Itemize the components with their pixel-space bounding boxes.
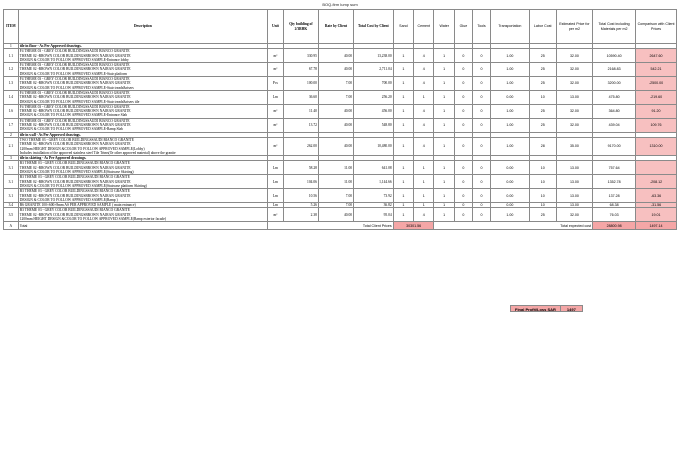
item-number: 3.5 xyxy=(4,208,19,222)
cell-water: 1 xyxy=(434,203,454,208)
cell-estimated-price: 13.00 xyxy=(556,189,592,203)
description-line: F4 THEME 03 - GREY COLOR BUILDINGSSAUDI BIANCO GRANITE xyxy=(19,63,130,68)
cell-tools: 0 xyxy=(472,49,490,63)
cell-transportation: 0.00 xyxy=(491,203,530,208)
item-rate: 7.00 xyxy=(318,90,353,104)
cell-labor-cost: 10 xyxy=(529,161,556,175)
cell-cement: 1 xyxy=(414,203,434,208)
cell-sand: 1 xyxy=(393,189,413,203)
item-description xyxy=(18,118,267,132)
cell-tools: 0 xyxy=(472,118,490,132)
cell-total-cost: 439.04 xyxy=(593,118,636,132)
cell-labor-cost: 10 xyxy=(529,203,556,208)
item-rate: 40.00 xyxy=(318,208,353,222)
cell-cement: 1 xyxy=(414,175,434,189)
description-line: DESIGN & COLOR TO FOLLOW APPROVED SAMPLE(Ramp ) xyxy=(19,197,118,202)
description-line: DESIGN & COLOR TO FOLLOW APPROVED SAMPLE-Entrance Slab xyxy=(19,113,128,118)
item-unit: Pcs xyxy=(267,77,283,91)
item-total: 456.00 xyxy=(354,104,394,118)
item-number: 1 xyxy=(4,44,19,49)
item-qty: 2.38 xyxy=(283,208,318,222)
total-label: Total xyxy=(18,222,267,230)
cell-comparison: 1310.00 xyxy=(636,137,677,155)
item-rate: 11.00 xyxy=(318,161,353,175)
item-qty: 104.06 xyxy=(283,175,318,189)
cell-tools: 0 xyxy=(472,77,490,91)
cell-tools: 0 xyxy=(472,208,490,222)
item-total: 10,480.00 xyxy=(354,137,394,155)
cell-glue: 0 xyxy=(454,49,472,63)
profit-label: Final Profit/Loss SAR xyxy=(510,305,561,312)
cell-comparison: 109.76 xyxy=(636,118,677,132)
cell-water: 1 xyxy=(434,137,454,155)
item-qty: 13.72 xyxy=(283,118,318,132)
description-line: THEME 02 -BROWN COLOR BUILDINGSBROWN NAJRAN GRANITE xyxy=(19,53,131,58)
item-unit: m² xyxy=(267,104,283,118)
cell-glue: 0 xyxy=(454,175,472,189)
item-unit: Lm xyxy=(267,161,283,175)
item-description xyxy=(18,90,267,104)
item-rate: 11.00 xyxy=(318,175,353,189)
cell-transportation: 1.00 xyxy=(491,118,530,132)
item-rate: 40.00 xyxy=(318,63,353,77)
cell-cement: 4 xyxy=(414,63,434,77)
description-line: F4 THEME 03 - GREY COLOR BUILDINGSSAUDI BIANCO GRANITE xyxy=(19,77,130,82)
description-line: B6 GRANITE 100×600×8mm AS PER APPROVED SAMPLE ( main entrance) xyxy=(19,203,136,208)
cell-transportation: 1.00 xyxy=(491,63,530,77)
description-line: THEME 02 -BROWN COLOR BUILDINGSBROWN NAJRAN GRANITE xyxy=(19,123,131,128)
description-line: THEME 02 -BROWN COLOR BUILDINGSBROWN NAJRAN GRANITE xyxy=(19,142,131,147)
cell-total-cost: 137.28 xyxy=(593,189,636,203)
cell-estimated-price: 32.00 xyxy=(556,63,592,77)
item-total: 1,144.66 xyxy=(354,175,394,189)
cell-sand: 1 xyxy=(393,77,413,91)
total-expected-label: Total expected cost xyxy=(434,222,593,230)
cell-sand: 1 xyxy=(393,90,413,104)
table-row xyxy=(4,161,677,175)
header-labor-cost: Labor Cost xyxy=(529,10,556,44)
cell-labor-cost: 28 xyxy=(529,137,556,155)
cell-total-cost: 364.80 xyxy=(593,104,636,118)
item-rate: 40.00 xyxy=(318,137,353,155)
header-water: Water xyxy=(434,10,454,44)
cell-glue: 0 xyxy=(454,161,472,175)
item-total: 2,711.04 xyxy=(354,63,394,77)
total-comparison: 1497.14 xyxy=(636,222,677,230)
cell-water: 1 xyxy=(434,161,454,175)
item-total: 13,238.00 xyxy=(354,49,394,63)
cell-labor-cost: 25 xyxy=(529,63,556,77)
item-description xyxy=(18,77,267,91)
item-unit: m² xyxy=(267,118,283,132)
table-row xyxy=(4,104,677,118)
cell-total-cost: 68.38 xyxy=(593,203,636,208)
item-unit: Lm xyxy=(267,189,283,203)
cell-cement: 4 xyxy=(414,77,434,91)
cell-transportation: 0.00 xyxy=(491,175,530,189)
description-line: THEME 02 -BROWN COLOR BUILDINGSBROWN NAJRAN GRANITE xyxy=(19,109,131,114)
header-total-cost: Total Cost including Materials per m2 xyxy=(593,10,636,44)
cell-estimated-price: 13.00 xyxy=(556,203,592,208)
item-number: 2.1 xyxy=(4,137,19,155)
item-unit: m² xyxy=(267,208,283,222)
item-unit: m² xyxy=(267,137,283,155)
description-line: B3 THEME 03 - GREY COLOR BUILDINGSSAUDI BIANCO GRANITE xyxy=(19,175,130,180)
item-number: 3.1 xyxy=(4,189,19,203)
item-qty: 100.00 xyxy=(283,77,318,91)
description-line: B3 THEME 03 - GREY COLOR BUILDINGSSAUDI BIANCO GRANITE xyxy=(19,189,130,194)
sheet-title: BOQ-firm lump sum xyxy=(322,2,358,7)
description-line: THEME 02 -BROWN COLOR BUILDINGSBROWN NAJRAN GRANITE xyxy=(19,95,131,100)
cell-cement: 1 xyxy=(414,90,434,104)
header-transportation: Transportation xyxy=(491,10,530,44)
cell-total-cost: 76.03 xyxy=(593,208,636,222)
cell-transportation: 1.00 xyxy=(491,77,530,91)
cell-sand: 1 xyxy=(393,104,413,118)
cell-labor-cost: 25 xyxy=(529,208,556,222)
cell-estimated-price: 32.00 xyxy=(556,104,592,118)
cell-labor-cost: 25 xyxy=(529,118,556,132)
item-description xyxy=(18,49,267,63)
cell-comparison: -2500.00 xyxy=(636,77,677,91)
item-number: 2 xyxy=(4,132,19,137)
item-number: 1.4 xyxy=(4,90,19,104)
item-total: 641.08 xyxy=(354,161,394,175)
item-qty: 11.40 xyxy=(283,104,318,118)
cell-total-cost: 1352.78 xyxy=(593,175,636,189)
cell-labor-cost: 25 xyxy=(529,77,556,91)
cell-glue: 0 xyxy=(454,203,472,208)
table-row xyxy=(4,77,677,91)
cell-transportation: 1.00 xyxy=(491,208,530,222)
cell-estimated-price: 32.00 xyxy=(556,49,592,63)
description-line: Includes installation of the approved stainless steel Tile Trims(Or other approved material) above the granite xyxy=(19,150,176,155)
description-line: THEME 02 -BROWN COLOR BUILDINGSBROWN NAJRAN GRANITE xyxy=(19,67,131,72)
item-qty: 262.00 xyxy=(283,137,318,155)
item-description xyxy=(18,208,267,222)
cell-total-cost: 757.64 xyxy=(593,161,636,175)
description-line: TWO THEME 03 - GREY COLOR BUILDINGSSAUDI BIANCO GRANITE xyxy=(19,137,134,142)
cell-labor-cost: 10 xyxy=(529,175,556,189)
total-client-label: Total Client Prices xyxy=(267,222,393,230)
item-rate: 7.00 xyxy=(318,77,353,91)
item-total: 36.82 xyxy=(354,203,394,208)
item-description xyxy=(18,63,267,77)
description-line: F4 THEME 03 - GREY COLOR BUILDINGSSAUDI BIANCO GRANITE xyxy=(19,49,130,54)
cell-estimated-price: 13.00 xyxy=(556,161,592,175)
description-line: 1200mm HEIGHT DESIGN &COLOR TO FOLLOW APPROVED SAMPLE(Lobby) xyxy=(19,146,145,151)
description-line: F4 THEME 03 - GREY COLOR BUILDINGSSAUDI BIANCO GRANITE xyxy=(19,90,130,95)
cell-sand: 1 xyxy=(393,208,413,222)
item-description xyxy=(18,161,267,175)
cell-estimated-price: 32.00 xyxy=(556,77,592,91)
header-item: ITEM xyxy=(4,10,19,44)
table-row xyxy=(4,137,677,155)
cell-comparison: 2647.60 xyxy=(636,49,677,63)
item-description xyxy=(18,189,267,203)
cell-comparison: 542.21 xyxy=(636,63,677,77)
item-description xyxy=(18,175,267,189)
description-line: THEME 02 -BROWN COLOR BUILDINGSBROWN NAJRAN GRANITE xyxy=(19,193,131,198)
cell-glue: 0 xyxy=(454,137,472,155)
item-rate: 40.00 xyxy=(318,49,353,63)
total-item: A xyxy=(4,222,19,230)
item-number: 1.7 xyxy=(4,118,19,132)
item-number: 1.2 xyxy=(4,63,19,77)
description-line: DESIGN & COLOR TO FOLLOW APPROVED SAMPLE-Stair treads&risers xyxy=(19,85,134,90)
item-total: 95.04 xyxy=(354,208,394,222)
cell-transportation: 0.00 xyxy=(491,161,530,175)
item-description xyxy=(18,104,267,118)
total-row xyxy=(4,222,677,230)
cell-total-cost: 10590.40 xyxy=(593,49,636,63)
header-comparison: Comparison with Client Prices xyxy=(636,10,677,44)
cell-tools: 0 xyxy=(472,161,490,175)
cell-glue: 0 xyxy=(454,77,472,91)
cell-glue: 0 xyxy=(454,208,472,222)
description-line: DESIGN & COLOR TO FOLLOW APPROVED SAMPLE-Stair treads&risers tile xyxy=(19,99,140,104)
item-rate: 7.00 xyxy=(318,189,353,203)
cell-tools: 0 xyxy=(472,63,490,77)
header-sand: Sand xyxy=(393,10,413,44)
header-description: Description xyxy=(18,10,267,44)
cell-total-cost: 9170.00 xyxy=(593,137,636,155)
cell-water: 1 xyxy=(434,90,454,104)
description-line: B3 THEME 03 - GREY COLOR BUILDINGSSAUDI BIANCO GRANITE xyxy=(19,208,130,213)
cell-glue: 0 xyxy=(454,104,472,118)
item-qty: 36.60 xyxy=(283,90,318,104)
cell-sand: 1 xyxy=(393,203,413,208)
cell-total-cost: 3200.00 xyxy=(593,77,636,91)
cell-cement: 4 xyxy=(414,137,434,155)
description-line: tile in skirting - As Per Approved drawings. xyxy=(19,156,87,161)
cell-comparison: -31.56 xyxy=(636,203,677,208)
item-total: 256.20 xyxy=(354,90,394,104)
description-line: B3 THEME 03 - GREY COLOR BUILDINGSSAUDI BIANCO GRANITE xyxy=(19,161,130,166)
cell-cement: 4 xyxy=(414,49,434,63)
item-unit: m² xyxy=(267,49,283,63)
description-line: F4 THEME 03 - GREY COLOR BUILDINGSSAUDI BIANCO GRANITE xyxy=(19,104,130,109)
cell-water: 1 xyxy=(434,118,454,132)
boq-table xyxy=(3,9,677,230)
cell-glue: 0 xyxy=(454,189,472,203)
cell-labor-cost: 25 xyxy=(529,104,556,118)
header-estimated-price: Estimated Price for per m2 xyxy=(556,10,592,44)
description-line: THEME 02 -BROWN COLOR BUILDINGSBROWN NAJRAN GRANITE xyxy=(19,179,131,184)
item-number: 3.1 xyxy=(4,175,19,189)
item-number: 3.1 xyxy=(4,161,19,175)
header-row xyxy=(4,10,677,44)
cell-water: 1 xyxy=(434,189,454,203)
cell-estimated-price: 32.00 xyxy=(556,208,592,222)
description-line: F4 THEME 03 - GREY COLOR BUILDINGSSAUDI BIANCO GRANITE xyxy=(19,118,130,123)
item-qty: 58.28 xyxy=(283,161,318,175)
cell-labor-cost: 25 xyxy=(529,49,556,63)
header-qty: Qty building of 2/3BHK xyxy=(283,10,318,44)
cell-water: 1 xyxy=(434,208,454,222)
description-line: DESIGN & COLOR TO FOLLOW APPROVED SAMPLE-Entrance lobby xyxy=(19,57,129,62)
description-line: THEME 02 -BROWN COLOR BUILDINGSBROWN NAJRAN GRANITE xyxy=(19,165,131,170)
description-line: tile in floor - As Per Approved drawings. xyxy=(19,44,82,48)
description-line: THEME 02 -BROWN COLOR BUILDINGSBROWN NAJRAN GRANITE xyxy=(19,81,131,86)
cell-comparison: -63.36 xyxy=(636,189,677,203)
item-rate: 40.00 xyxy=(318,118,353,132)
cell-transportation: 1.00 xyxy=(491,49,530,63)
cell-transportation: 0.00 xyxy=(491,189,530,203)
table-row xyxy=(4,49,677,63)
cell-labor-cost: 10 xyxy=(529,90,556,104)
total-client-value: 30301.56 xyxy=(393,222,434,230)
description-line: THEME 02 -BROWN COLOR BUILDINGSBROWN NAJRAN GRANITE xyxy=(19,212,131,217)
item-total: 73.92 xyxy=(354,189,394,203)
cell-tools: 0 xyxy=(472,137,490,155)
cell-sand: 1 xyxy=(393,137,413,155)
cell-glue: 0 xyxy=(454,63,472,77)
item-number: 3 xyxy=(4,156,19,161)
item-qty: 10.56 xyxy=(283,189,318,203)
cell-sand: 1 xyxy=(393,49,413,63)
cell-water: 1 xyxy=(434,175,454,189)
cell-comparison: 91.20 xyxy=(636,104,677,118)
item-total: 548.80 xyxy=(354,118,394,132)
cell-tools: 0 xyxy=(472,104,490,118)
cell-total-cost: 475.80 xyxy=(593,90,636,104)
cell-comparison xyxy=(636,161,677,175)
profit-value: 1497 xyxy=(561,305,583,312)
cell-cement: 4 xyxy=(414,118,434,132)
table-row xyxy=(4,208,677,222)
description-line: DESIGN & COLOR TO FOLLOW APPROVED SAMPLE(Staircase Skirting) xyxy=(19,170,134,175)
cell-tools: 0 xyxy=(472,203,490,208)
header-total: Total Cost by Client xyxy=(354,10,394,44)
item-unit: m² xyxy=(267,63,283,77)
cell-labor-cost: 10 xyxy=(529,189,556,203)
cell-cement: 4 xyxy=(414,104,434,118)
item-qty: 5.26 xyxy=(283,203,318,208)
cell-estimated-price: 13.00 xyxy=(556,175,592,189)
item-number: 1.6 xyxy=(4,104,19,118)
boq-body xyxy=(4,44,677,222)
item-unit: Lm xyxy=(267,203,283,208)
cell-tools: 0 xyxy=(472,90,490,104)
cell-total-cost: 2168.83 xyxy=(593,63,636,77)
cell-water: 1 xyxy=(434,49,454,63)
cell-transportation: 1.00 xyxy=(491,104,530,118)
cell-sand: 1 xyxy=(393,175,413,189)
cell-estimated-price: 35.00 xyxy=(556,137,592,155)
table-row xyxy=(4,189,677,203)
header-unit: Unit xyxy=(267,10,283,44)
item-number: 1.1 xyxy=(4,49,19,63)
table-row xyxy=(4,118,677,132)
cell-comparison: 19.01 xyxy=(636,208,677,222)
cell-tools: 0 xyxy=(472,175,490,189)
item-unit: Lm xyxy=(267,90,283,104)
cell-comparison: -219.60 xyxy=(636,90,677,104)
header-tools: Tools xyxy=(472,10,490,44)
cell-tools: 0 xyxy=(472,189,490,203)
cell-estimated-price: 13.00 xyxy=(556,90,592,104)
header-cement: Cement xyxy=(414,10,434,44)
item-qty: 67.78 xyxy=(283,63,318,77)
cell-cement: 4 xyxy=(414,208,434,222)
header-rate: Rate by Client xyxy=(318,10,353,44)
cell-glue: 0 xyxy=(454,90,472,104)
item-description xyxy=(18,137,267,155)
profit-summary xyxy=(510,305,583,312)
cell-glue: 0 xyxy=(454,118,472,132)
description-line: DESIGN & COLOR TO FOLLOW APPROVED SAMPLE-Ramp Slab xyxy=(19,127,123,132)
table-row xyxy=(4,90,677,104)
cell-estimated-price: 32.00 xyxy=(556,118,592,132)
cell-cement: 1 xyxy=(414,189,434,203)
table-row xyxy=(4,175,677,189)
item-qty: 330.95 xyxy=(283,49,318,63)
cell-cement: 1 xyxy=(414,161,434,175)
item-rate: 40.00 xyxy=(318,104,353,118)
cell-sand: 1 xyxy=(393,63,413,77)
cell-water: 1 xyxy=(434,63,454,77)
cell-water: 1 xyxy=(434,77,454,91)
table-row xyxy=(4,63,677,77)
cell-sand: 1 xyxy=(393,161,413,175)
item-unit: Lm xyxy=(267,175,283,189)
description-line: 1200mm HEIGHT DESIGN &COLOR TO FOLLOW APPROVED SAMPLE(Ramp exterior facade) xyxy=(19,216,167,221)
item-total: 700.00 xyxy=(354,77,394,91)
cell-transportation: 0.00 xyxy=(491,90,530,104)
cell-comparison: -208.12 xyxy=(636,175,677,189)
description-line: tile in wall - As Per Approved drawings. xyxy=(19,132,81,137)
cell-sand: 1 xyxy=(393,118,413,132)
total-expected-value: 28800.98 xyxy=(593,222,636,230)
description-line: DESIGN & COLOR TO FOLLOW APPROVED SAMPLE-Stair platform xyxy=(19,71,128,76)
cell-transportation: 1.00 xyxy=(491,137,530,155)
cell-water: 1 xyxy=(434,104,454,118)
item-number: 1.3 xyxy=(4,77,19,91)
item-number: 3.4 xyxy=(4,203,19,208)
description-line: DESIGN & COLOR TO FOLLOW APPROVED SAMPLE(Staircase platform Skirting) xyxy=(19,183,147,188)
header-glue: Glue xyxy=(454,10,472,44)
item-rate: 7.00 xyxy=(318,203,353,208)
